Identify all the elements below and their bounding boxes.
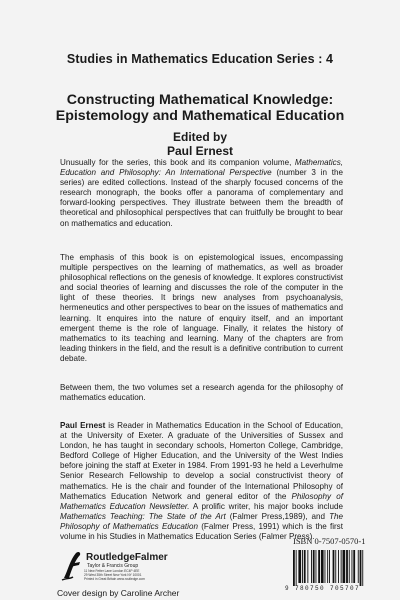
barcode-bar [341,550,342,583]
cover-design-credit: Cover design by Caroline Archer [57,588,180,598]
bio-book-title-2: The Philosophy of Mathematics Education [60,511,344,531]
barcode-bar [321,550,324,583]
blurb-paragraph-3 [60,383,343,403]
bio-text-e: (Falmer Press,1989), and [225,511,330,521]
barcode-bar [346,550,348,583]
barcode-bar [313,550,315,583]
barcode-bar [329,550,330,583]
barcode-number: 9 780750 705707 [285,585,361,592]
blurb-paragraph-2 [60,253,343,364]
author-bio [60,421,343,542]
editor-name: Paul Ernest [166,144,234,158]
barcode-bar [349,550,350,583]
address-line-1: 11 New Fetter Lane London EC4P 4EE [84,569,140,573]
bio-text-g: (Falmer Press, 1991) which is the first volume in his Studies in Mathematics Education Series (Falmer Press). [60,521,343,542]
barcode-bar [304,550,306,583]
barcode-bar [333,550,335,583]
barcode-bar [360,550,362,586]
barcode-bar [343,550,346,583]
barcode-bar [352,550,353,583]
barcode-bar [296,550,297,586]
p1-companion-title: Mathematics, Education and Philosophy: An International Perspective [60,158,343,178]
title-line-1: Constructing Mathematical Knowledge: [66,92,334,108]
barcode-bar [353,550,355,583]
publisher-group: Taylor & Francis Group [87,563,139,569]
edited-by-label: Edited by [172,130,227,144]
barcode-bar [358,550,359,583]
blurb-paragraph-1 [60,158,343,229]
address-line-3: Printed in Great Britain www.routledge.com [84,576,145,581]
title-line-2: Epistemology and Mathematical Education [55,108,345,124]
bio-author-name: Paul Ernest [60,421,106,430]
bio-book-title-1: Mathematics Teaching: The State of the Art [60,511,226,521]
bio-text-c: A prolific writer, his major books include [189,501,343,511]
barcode-bar [362,550,363,586]
barcode-bar [302,550,303,583]
series-title: Studies in Mathematics Education Series : 4 [66,52,334,66]
p2-text: The emphasis of this book is on epistemological issues, encompassing multiple perspectives on the learning of mathematics, as well as broader philosophical reflections on the genesis of knowledge. It explores constructivist and social theories of learning and discusses the role of the computer in the light of these theories. It brings new analyses from psychoanalysis, hermeneutics and other perspectives to bear on the issues of mathematics and learning. It enquires into the nature of enquiry itself, and an important emergent theme is the role of language. Finally, it relates the history of mathematics to its teaching and learning. Many of the chapters are from leading thinkers in the field, and the result is a definitive contribution to current debate. [60,253,343,363]
barcode-bar [335,550,336,583]
publisher-mark-icon [60,550,84,582]
barcode-bar [311,550,312,583]
barcode-bar [298,550,301,583]
book-title [0,92,400,124]
barcode-bar [293,550,295,586]
bio-newsletter-title: Philosophy of Mathematics Education Newsletter. [60,491,343,511]
publisher-address [84,570,145,581]
bio-text-a: is Reader in Mathematics Education in the School of Education, at the University of Exeter. A graduate of the Universities of Sussex and London, he has taught in secondary schools, Homerton College, Cambridge, Bedford College of Higher Education, and the University of the West Indies before joining the staff at Exeter in 1984. From 1991-93 he held a Leverhulme Senior Research Fellowship to develop a social constructivist theory of mathematics. He is the chair and founder of the International Philosophy of Mathematics Education Network and general editor of the [60,421,343,501]
barcode-bar [325,550,326,583]
barcode-bar [318,550,320,583]
p3-text: Between them, the two volumes set a research agenda for the philosophy of mathematics education. [60,383,343,403]
barcode-bar [338,550,339,583]
address-line-2: 29 West 35th Street New York NY 10001 [84,572,142,577]
barcode-bar [327,550,328,583]
editor-block [0,130,400,158]
isbn: ISBN 0-7507-0570-1 [293,536,366,546]
publisher-logo [60,548,230,588]
barcode-bar [307,550,308,583]
p1-text-c: (number 3 in the series) are edited collections. Instead of the sharply focused concerns of the research monograph, the books offer a panorama of complementary and forward-looking perspectives. They illustrate between them the breadth of theoretical and philosophical perspectives that can fruitfully be brought to bear on mathematics and education. [60,168,343,228]
p1-text-a: Unusually for the series, this book and its companion volume, [60,158,295,167]
publisher-name: RoutledgeFalmer [86,552,168,563]
barcode-bar [316,550,317,583]
